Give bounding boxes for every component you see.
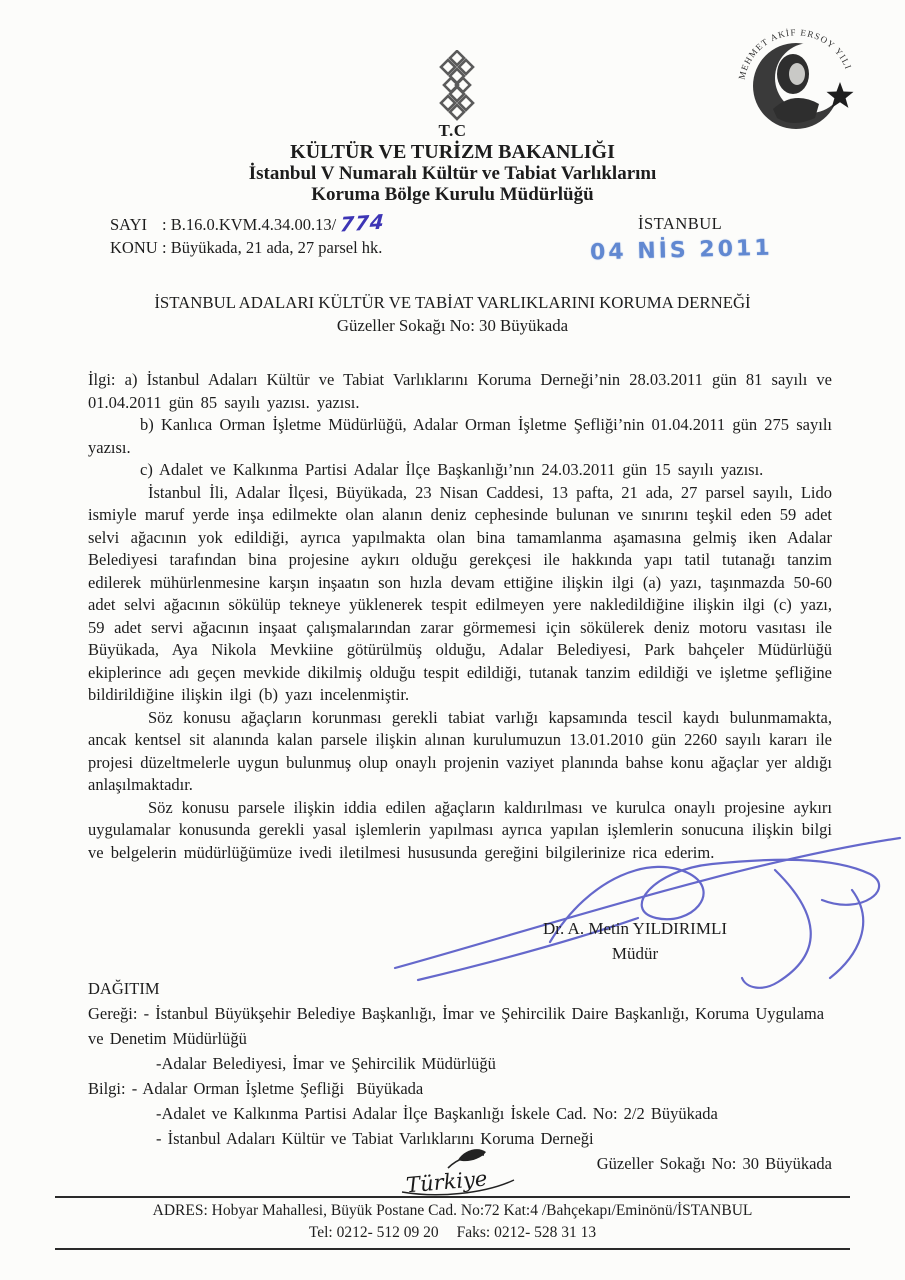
distribution-bilgi-1: Bilgi: - Adalar Orman İşletme Şefliği Büyükada — [88, 1079, 424, 1098]
distribution-title: DAĞITIM — [88, 979, 160, 998]
distribution-geregi-1: Gereği: - İstanbul Büyükşehir Belediye Başkanlığı, İmar ve Şehircilik Daire Başkanlığı, Koruma Uygulama ve Denetim Müdürlüğü — [88, 1004, 831, 1048]
body-paragraph-3: Söz konusu parsele ilişkin iddia edilen ağaçların kaldırılması ve kurulca onaylı projesine aykırı uygulamalar konusunda gerekli yasal işlemlerin yapılması ayrıca yapılan işlemlerin sonucuna ilişkin bilgi ve belgelerin müdürlüğümüze ivedi iletilmesi hususunda gereğini bilgilerinize rica ederim. — [88, 797, 832, 862]
sayi-value: : B.16.0.KVM.4.34.00.13/ — [162, 215, 337, 234]
signature-icon — [390, 830, 905, 995]
footer-tel: Tel: 0212- 512 09 20 — [308, 1224, 439, 1241]
body-paragraph-1: İstanbul İli, Adalar İlçesi, Büyükada, 23 Nisan Caddesi, 13 pafta, 21 ada, 27 parsel sayılı, Lido ismiyle maruf yerde inşa edilmekte olan alanın deniz cephesinde bulunan ve sınırını teşkil eden 59 adet selvi ağacının yok edildiği, ayrıca yapılmakta olan bina tamamlanma aşamasına gelmiş iken Adalar Belediyesi tarafından bina projesine aykırı olduğu gerekçesi ile hakkında yapı tatil tutanağı tanzim edilerek mühürlenmesine karşın inşaatın son hızla devam ettiğine ilişkin ilgi (a) yazı, taşınmazda 50-60 adet selvi ağacının sökülüp tekneye yüklenerek tespit edilmeyen yere nakledildiğine ilişkin ilgi (c) yazı, 59 adet servi ağacının inşaat çalışmalarından zarar görmemesi için sökülerek deniz motoru vasıtası ile Büyükada, Aya Nikola Mevkiine götürülmüş olduğu, Adalar Belediyesi, Park bahçeler Müdürlüğü ekiplerince adı geçen mevkide dikilmiş olduğu tespit edildiği, tutanak tanzim edildiği ve işletme şefliğine bildirildiğine ilişkin ilgi (b) yazı incelenmiştir. — [88, 482, 832, 704]
footer-address: ADRES: Hobyar Mahallesi, Büyük Postane Cad. No:72 Kat:4 /Bahçekapı/Eminönü/İSTANBUL — [152, 1202, 753, 1219]
sayi-label: SAYI — [110, 215, 147, 234]
tc-label: T.C — [438, 121, 467, 140]
konu-label: KONU — [110, 238, 158, 257]
body-paragraph-2: Söz konusu ağaçların korunması gerekli tabiat varlığı kapsamında tescil kaydı bulunmamakta, ancak kentsel sit alanında kalan parsele ilişkin alınan kurulumuzun 13.01.2010 gün 2260 sayılı kararı ile projesi düzeltmelerle uygun bulunmuş olup onaylı projenin vaziyet planında bahse konu ağaçlar yer aldığı anlaşılmaktadır. — [88, 707, 832, 794]
footer-contact — [55, 1196, 850, 1250]
reference-c: c) Adalet ve Kalkınma Partisi Adalar İlçe Başkanlığı’nın 24.03.2011 gün 15 sayılı yazısı. — [140, 460, 764, 479]
recipient-name: İSTANBUL ADALARI KÜLTÜR VE TABİAT VARLIKLARINI KORUMA DERNEĞİ — [154, 293, 751, 312]
signatory-name: Dr. A. Metin YILDIRIMLI — [543, 919, 727, 938]
ministry-name: KÜLTÜR VE TURİZM BAKANLIĞI — [290, 141, 615, 163]
knot-icon — [427, 50, 487, 126]
reference-a: İlgi: a) İstanbul Adaları Kültür ve Tabiat Varlıklarını Koruma Derneği’nin 28.03.2011 gün 81 sayılı ve 01.04.2011 gün 85 sayılı yazısı. yazısı. — [88, 370, 832, 412]
distribution-geregi-2: -Adalar Belediyesi, İmar ve Şehircilik Müdürlüğü — [156, 1054, 496, 1073]
office-name-line1: İstanbul V Numaralı Kültür ve Tabiat Varlıklarını — [248, 163, 657, 184]
konu-value: : Büyükada, 21 ada, 27 parsel hk. — [162, 238, 383, 257]
ministry-knot-logo — [427, 50, 487, 131]
city-label: İSTANBUL — [638, 214, 723, 233]
sayi-handwritten-number: 774 — [339, 209, 386, 237]
sayi-line — [110, 209, 386, 237]
distribution-address: Güzeller Sokağı No: 30 Büyükada — [596, 1154, 832, 1173]
distribution-bilgi-2: -Adalet ve Kalkınma Partisi Adalar İlçe Başkanlığı İskele Cad. No: 2/2 Büyükada — [156, 1104, 718, 1123]
office-name-line2: Koruma Bölge Kurulu Müdürlüğü — [311, 184, 594, 205]
date-stamp: 04 NİS 2011 — [589, 235, 773, 266]
konu-line — [110, 236, 385, 259]
recipient-address: Güzeller Sokağı No: 30 Büyükada — [336, 316, 569, 335]
letter-body — [88, 369, 832, 864]
recipient-block — [0, 291, 905, 337]
footer-phone-line — [55, 1222, 850, 1244]
distribution-bilgi-3: - İstanbul Adaları Kültür ve Tabiat Varlıklarını Koruma Derneği — [156, 1129, 594, 1148]
signatory-title: Müdür — [611, 944, 659, 963]
letterhead — [0, 120, 905, 205]
signature-ink — [390, 830, 905, 1000]
signatory-block — [495, 916, 775, 966]
footer-faks: Faks: 0212- 528 31 13 — [456, 1224, 597, 1241]
reference-b: b) Kanlıca Orman İşletme Müdürlüğü, Adalar Orman İşletme Şefliği’nin 01.04.2011 gün 275 sayılı yazısı. — [88, 415, 832, 457]
emblem-curved-text: MEHMET AKİF ERSOY YILI — [736, 27, 854, 81]
turkiye-logo-text: Türkiye — [405, 1166, 489, 1198]
document-meta — [110, 209, 386, 259]
